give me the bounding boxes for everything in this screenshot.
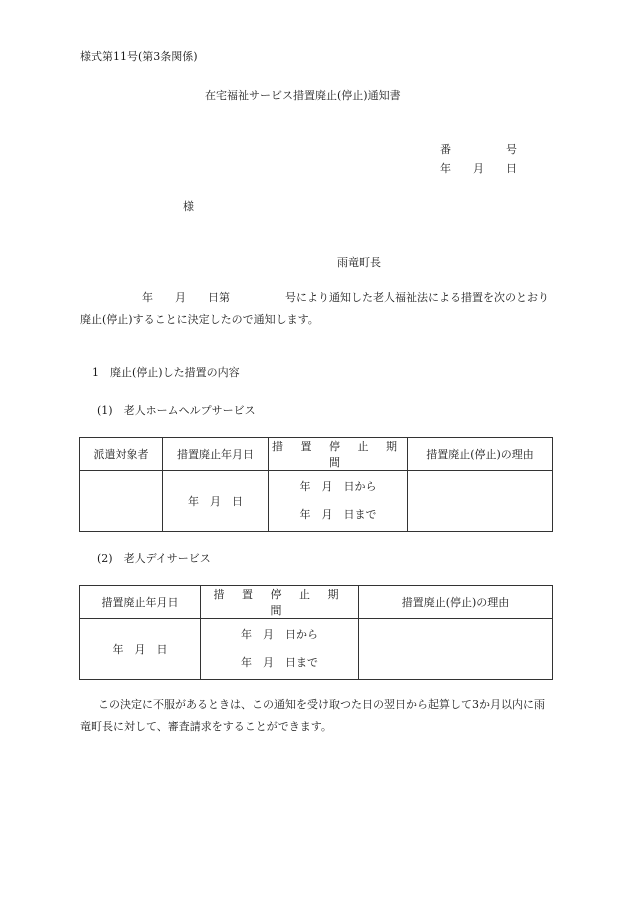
period-until-text: 年 月 日まで <box>299 508 377 521</box>
reason-cell <box>408 471 553 532</box>
reference-date-label: 年 月 日 <box>440 162 517 175</box>
abolition-date-text: 年 月 日 <box>188 495 243 508</box>
header-reason: 措置廃止(停止)の理由 <box>408 438 553 471</box>
abolition-date-cell <box>163 471 269 532</box>
period-until-text: 年 月 日まで <box>241 656 318 669</box>
document-title: 在宅福祉サービス措置廃止(停止)通知書 <box>205 89 401 102</box>
suspension-period-cell <box>269 471 408 532</box>
closing-paragraph: この決定に不服があるときは、この通知を受け取つた日の翌日から起算して3か月以内に雨竜町長に対して、審査請求をすることができます。 <box>80 698 545 733</box>
reference-number-label: 番 号 <box>440 143 517 156</box>
suspension-period-cell <box>201 619 359 680</box>
header-abolition-date: 措置廃止年月日 <box>163 438 269 471</box>
sender-name: 雨竜町長 <box>337 256 381 269</box>
form-number: 様式第11号(第3条関係) <box>80 50 198 63</box>
header-suspension-period: 措 置 停 止 期 間 <box>269 438 408 471</box>
abolition-date-cell <box>80 619 201 680</box>
subsection-heading-home-help: (1) 老人ホームヘルプサービス <box>97 404 256 417</box>
reason-cell <box>359 619 553 680</box>
header-reason: 措置廃止(停止)の理由 <box>359 586 553 619</box>
period-from-text: 年 月 日から <box>241 628 318 641</box>
header-dispatch-target: 派遣対象者 <box>80 438 163 471</box>
addressee-suffix: 様 <box>183 200 194 213</box>
home-help-table <box>79 437 553 532</box>
header-abolition-date: 措置廃止年月日 <box>80 586 201 619</box>
abolition-date-text: 年 月 日 <box>112 643 168 656</box>
day-service-table <box>79 585 553 680</box>
intro-paragraph: 年 月 日第 号により通知した老人福祉法による措置を次のとおり廃止(停止)することに決定したので通知します。 <box>80 291 549 326</box>
subsection-heading-day-service: (2) 老人デイサービス <box>97 552 211 565</box>
section-heading: 1 廃止(停止)した措置の内容 <box>92 366 240 379</box>
header-suspension-period: 措 置 停 止 期 間 <box>201 586 359 619</box>
period-from-text: 年 月 日から <box>299 480 377 493</box>
dispatch-target-cell <box>80 471 163 532</box>
